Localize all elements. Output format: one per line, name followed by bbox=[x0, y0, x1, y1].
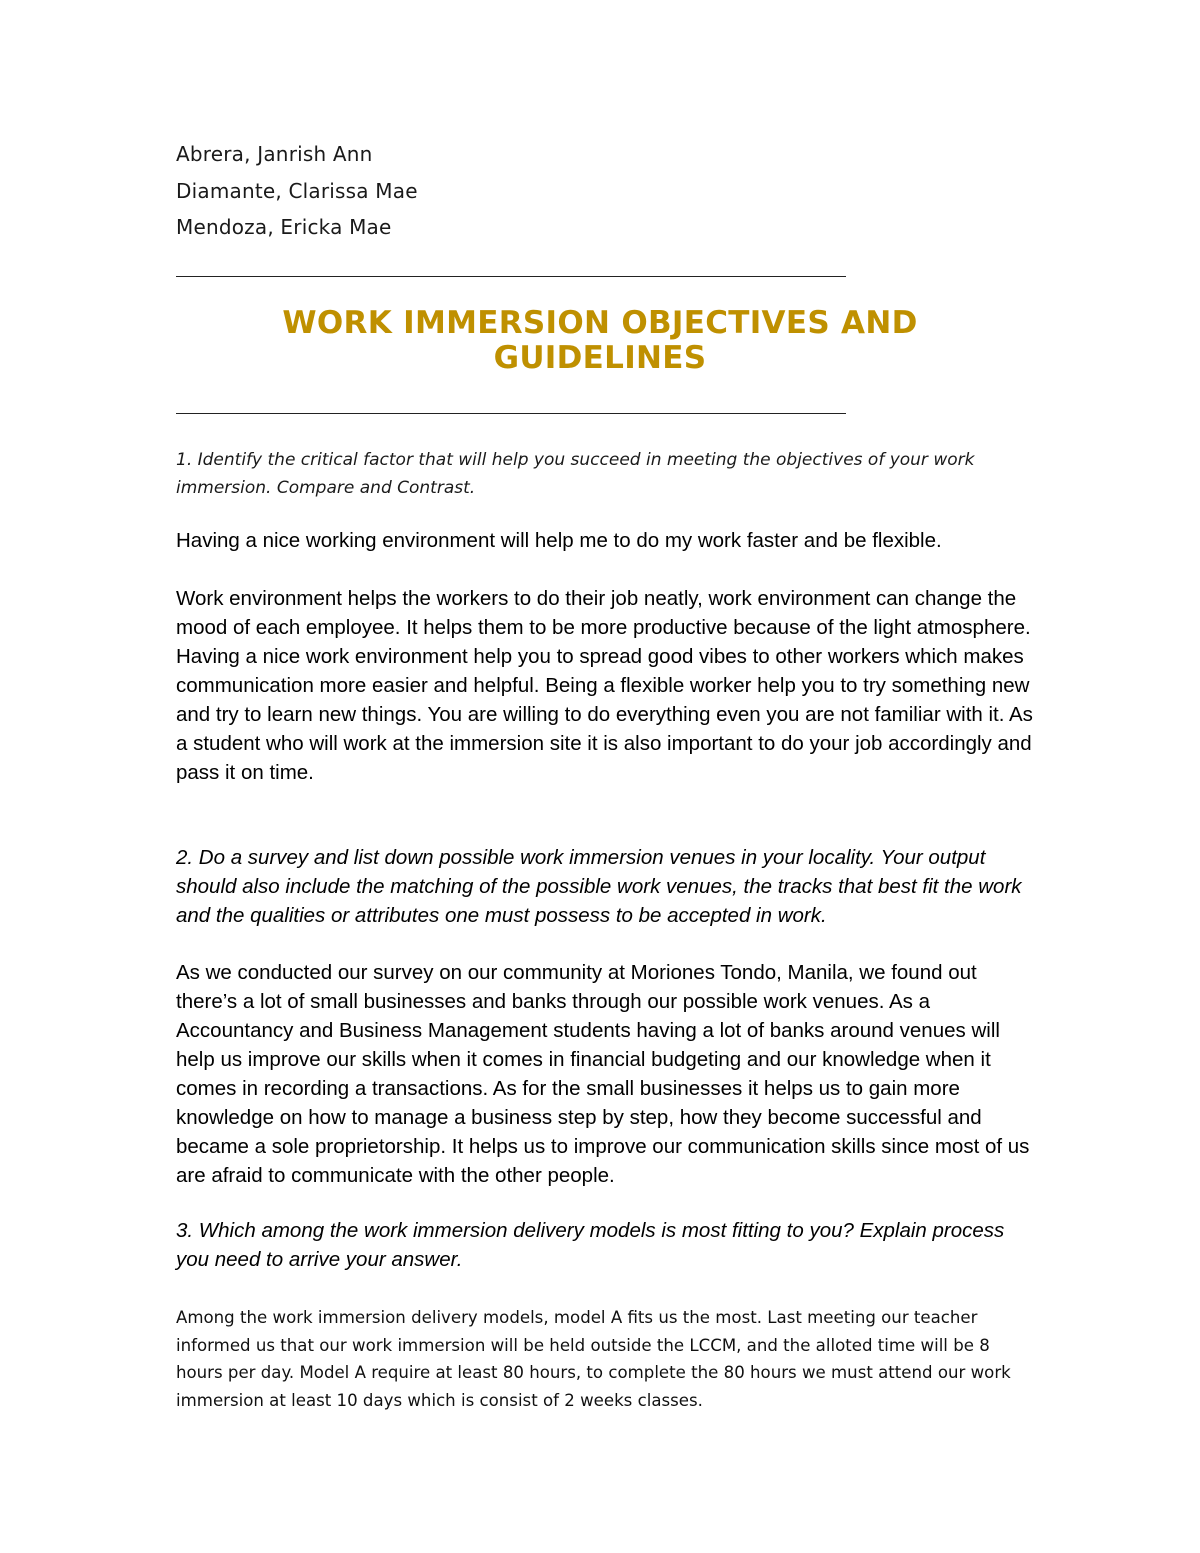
answer-1-body: Work environment helps the workers to do their job neatly, work environment can change the mood of each employee. It helps them to be more productive because of the light atmosphere. Having a nice work environment help you to spread good vibes to other workers which makes communication more easier and helpful. Being a flexible worker help you to try something new and try to learn new things. You are willing to do everything even you are not familiar with it. As a student who will work at the immersion site it is also important to do your job accordingly and pass it on time. bbox=[176, 587, 1033, 784]
answer-3-body: Among the work immersion delivery models, model A fits us the most. Last meeting our teacher informed us that our work immersion will be held outside the LCCM, and the alloted time will be 8 hours per day. Model A require at least 80 hours, to complete the 80 hours we must attend our work immersion at least 10 days which is consist of 2 weeks classes. bbox=[176, 1308, 1011, 1410]
answer-2-body: As we conducted our survey on our community at Moriones Tondo, Manila, we found out there’s a lot of small businesses and banks through our possible work venues. As a Accountancy and Business Management students having a lot of banks around venues will help us improve our skills when it comes in financial budgeting and our knowledge when it comes in recording a transactions. As for the small businesses it helps us to gain more knowledge on how to manage a business step by step, how they become successful and became a sole proprietorship. It helps us to improve our communication skills since most of us are afraid to communicate with the other people. bbox=[176, 961, 1030, 1187]
author-list bbox=[176, 140, 418, 250]
question-2: 2. Do a survey and list down possible work immersion venues in your locality. Your output should also include the matching of the possible work venues, the tracks that best fit the work and the qualities or attributes one must possess to be accepted in work. bbox=[176, 846, 1022, 927]
author-name: Mendoza, Ericka Mae bbox=[176, 215, 392, 239]
horizontal-rule bbox=[176, 413, 846, 414]
document-title: WORK IMMERSION OBJECTIVES AND GUIDELINES bbox=[282, 305, 918, 376]
horizontal-rule bbox=[176, 276, 846, 277]
answer-1-lead: Having a nice working environment will help me to do my work faster and be flexible. bbox=[176, 529, 942, 552]
question-3: 3. Which among the work immersion delivery models is most fitting to you? Explain process you need to arrive your answer. bbox=[176, 1219, 1005, 1271]
author-name: Abrera, Janrish Ann bbox=[176, 142, 373, 166]
author-name: Diamante, Clarissa Mae bbox=[176, 178, 418, 203]
question-1: 1. Identify the critical factor that will help you succeed in meeting the objectives of your work immersion. Compare and Contrast. bbox=[176, 450, 975, 498]
